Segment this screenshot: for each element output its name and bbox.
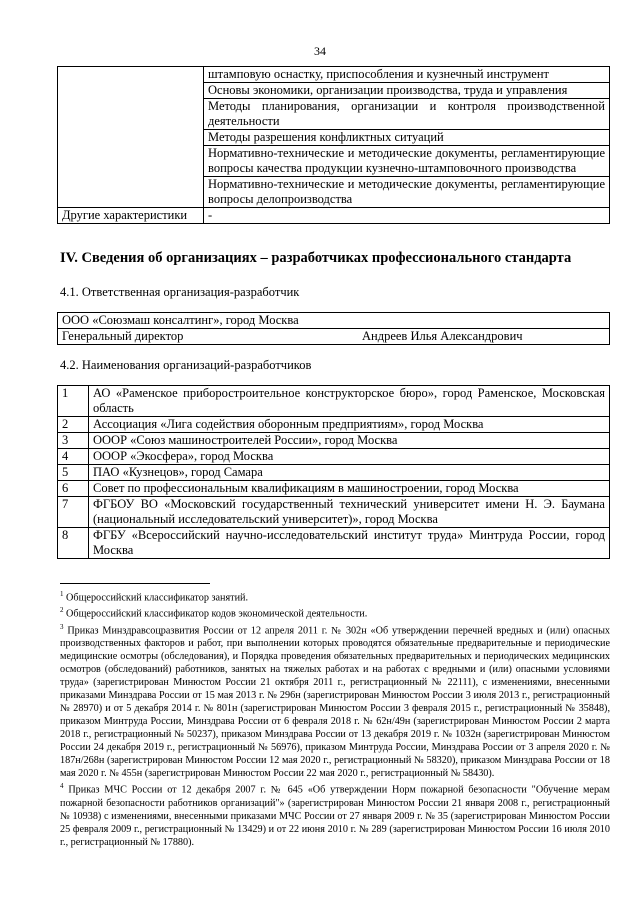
developers-heading: 4.2. Наименования организаций-разработчиков [60, 358, 312, 372]
table-row [58, 433, 610, 449]
footnote-text: Общероссийский классификатор занятий. [66, 592, 249, 604]
knowledge-row: Нормативно-технические и методические документы, регламентирующие вопросы качества продукции кузнечно-штамповочного производства [204, 146, 610, 177]
developer-number: 6 [58, 481, 89, 497]
knowledge-row: Основы экономики, организации производства, труда и управления [204, 83, 610, 99]
footnote-text: Общероссийский классификатор кодов экономической деятельности. [66, 608, 368, 620]
developer-number: 3 [58, 433, 89, 449]
knowledge-row: Методы планирования, организации и контроля производственной деятельности [204, 99, 610, 130]
director-position: Генеральный директор [62, 329, 184, 343]
developer-number: 8 [58, 528, 89, 559]
table-row [58, 449, 610, 465]
developer-number: 1 [58, 386, 89, 417]
footnotes [60, 588, 610, 849]
developer-name: АО «Раменское приборостроительное конструкторское бюро», город Раменское, Московская область [89, 386, 610, 417]
knowledge-row: штамповую оснастку, приспособления и кузнечный инструмент [204, 67, 610, 83]
footnote-number: 4 [60, 782, 64, 791]
developer-number: 4 [58, 449, 89, 465]
developer-number: 5 [58, 465, 89, 481]
footnote-number: 2 [60, 606, 64, 615]
footnote-number: 3 [60, 622, 64, 631]
knowledge-row: Нормативно-технические и методические документы, регламентирующие вопросы делопроизводства [204, 177, 610, 208]
table-row [58, 497, 610, 528]
section-title: IV. Сведения об организациях – разработчиках профессионального стандарта [60, 250, 572, 266]
footnote [60, 780, 610, 848]
developer-name: Ассоциация «Лига содействия оборонным предприятиям», город Москва [89, 417, 610, 433]
footnote [60, 604, 610, 620]
footnote [60, 588, 610, 604]
table-row [58, 386, 610, 417]
other-characteristics-label: Другие характеристики [58, 208, 204, 224]
developer-name: ФГБУ «Всероссийский научно-исследовательский институт труда» Минтруда России, город Москва [89, 528, 610, 559]
other-characteristics-value: - [204, 208, 610, 224]
table-row [58, 417, 610, 433]
footnote-number: 1 [60, 590, 64, 598]
table-row [58, 528, 610, 559]
footnote-text: Приказ МЧС России от 12 декабря 2007 г. № 645 «Об утверждении Норм пожарной безопасности "Обучение мерам пожарной безопасности работников организаций"» (зарегистрирован Минюстом России 21 января 2008 г., регистрационный № 10938) с изменениями, внесенными приказами МЧС России от 27 января 2009 г. № 35 (зарегистрирован Минюстом России 25 февраля 2009 г., регистрационный № 13429) и от 22 июня 2010 г. № 289 (зарегистрирован Минюстом России 16 июля 2010 г., регистрационный № 17880). [60, 784, 611, 848]
footnote-text: Приказ Минздравсоцразвития России от 12 апреля 2011 г. № 302н «Об утверждении перечней вредных и (или) опасных производственных факторов и работ, при выполнении которых проводятся обязательные предварительные и периодические медицинские осмотры (обследования), и Порядка проведения обязательных предварительных и периодических медицинских осмотров (обследований) работников, занятых на тяжелых работах и на работах с вредными и (или) опасными условиями труда» (зарегистрирован Минюстом России 21 октября 2011 г., регистрационный № 22111), с изменениями, внесенными приказами Минздрава России от 15 мая 2013 г. № 296н (зарегистрирован Минюстом России 3 июля 2013 г., регистрационный № 28970) и от 5 декабря 2014 г. № 801н (зарегистрирован Минюстом России 3 февраля 2015 г., регистрационный № 35848), приказом Минтруда России, Минздрава России от 6 февраля 2018 г. № 62н/49н (зарегистрирован Минюстом России 2 марта 2018 г., регистрационный № 50237), приказом Минздрава России от 13 декабря 2019 г. № 1032н (зарегистрирован Минюстом России 24 декабря 2019 г., регистрационный № 56976), приказом Минтруда России, Минздрава России от 3 апреля 2020 г. № 187н/268н (зарегистрирован Минюстом России 12 мая 2020 г., регистрационный № 58320), приказом Минздрава России от 18 мая 2020 г. № 455н (зарегистрирован Минюстом России 22 мая 2020 г., регистрационный № 58430). [60, 625, 611, 780]
responsible-signatory-row [58, 329, 610, 345]
responsible-org-table [57, 312, 610, 345]
knowledge-label-cell [58, 67, 204, 208]
table-row [58, 465, 610, 481]
footnote [60, 621, 610, 780]
developer-name: ФГБОУ ВО «Московский государственный технический университет имени Н. Э. Баумана (национальный исследовательский университет)», город Москва [89, 497, 610, 528]
table-row [58, 481, 610, 497]
knowledge-row: Методы разрешения конфликтных ситуаций [204, 130, 610, 146]
director-name: Андреев Илья Александрович [362, 329, 523, 343]
developer-name: ПАО «Кузнецов», город Самара [89, 465, 610, 481]
developers-table [57, 385, 610, 559]
developer-name: ОООР «Союз машиностроителей России», город Москва [89, 433, 610, 449]
responsible-heading: 4.1. Ответственная организация-разработчик [60, 285, 300, 299]
knowledge-table [57, 66, 610, 224]
developer-number: 7 [58, 497, 89, 528]
page-number: 34 [314, 44, 326, 58]
developer-name: Совет по профессиональным квалификациям в машиностроении, город Москва [89, 481, 610, 497]
developer-number: 2 [58, 417, 89, 433]
footnote-divider [60, 583, 210, 584]
developer-name: ОООР «Экосфера», город Москва [89, 449, 610, 465]
responsible-org-name: ООО «Союзмаш консалтинг», город Москва [58, 313, 610, 329]
